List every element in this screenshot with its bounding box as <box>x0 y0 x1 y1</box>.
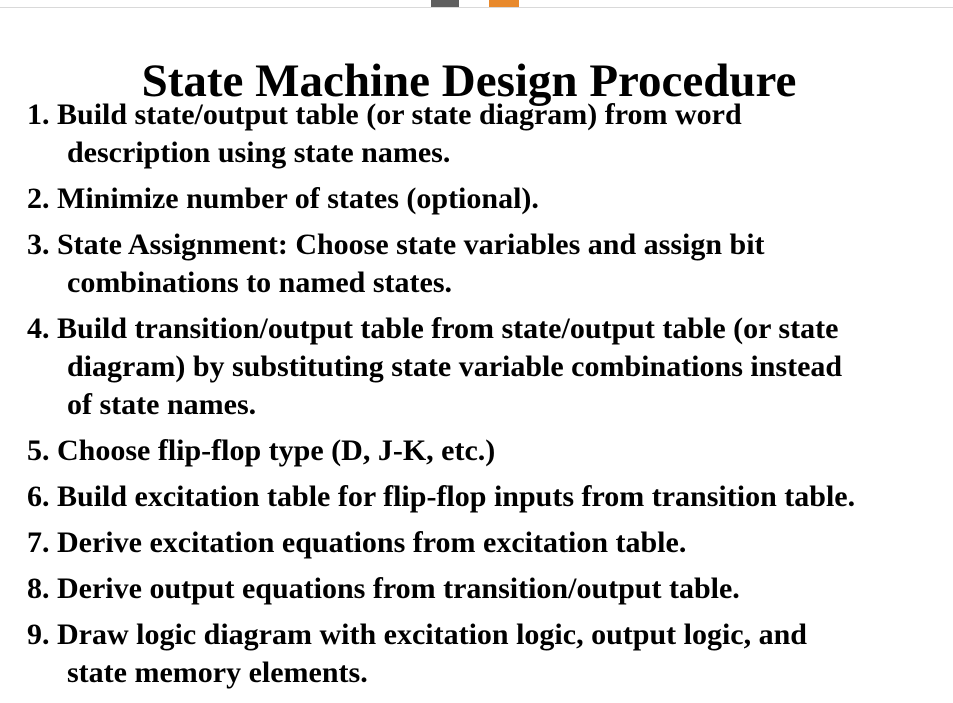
step-2-line-1: 2. Minimize number of states (optional). <box>27 182 539 215</box>
step-3-line-1: 3. State Assignment: Choose state variables and assign bit <box>27 228 765 261</box>
step-7 <box>27 524 937 562</box>
step-3-number: 3. <box>27 228 50 261</box>
step-3-line-2: combinations to named states. <box>67 266 453 299</box>
step-5-line-1: 5. Choose flip-flop type (D, J-K, etc.) <box>27 434 496 467</box>
top-divider <box>0 7 953 8</box>
step-8-line-1: 8. Derive output equations from transition/output table. <box>27 572 740 605</box>
step-8 <box>27 570 937 608</box>
step-9-line-1: 9. Draw logic diagram with excitation logic, output logic, and <box>27 618 807 651</box>
step-3 <box>27 226 937 302</box>
step-1 <box>27 96 937 172</box>
step-6-number: 6. <box>27 480 50 513</box>
step-9 <box>27 616 937 692</box>
step-6-line-1: 6. Build excitation table for flip-flop inputs from transition table. <box>27 480 856 513</box>
step-7-number: 7. <box>27 526 50 559</box>
step-2-number: 2. <box>27 182 50 215</box>
step-1-line-1: 1. Build state/output table (or state diagram) from word <box>27 98 742 131</box>
step-5-number: 5. <box>27 434 50 467</box>
step-2 <box>27 180 937 218</box>
step-9-number: 9. <box>27 618 50 651</box>
step-6 <box>27 478 937 516</box>
slide-title: State Machine Design Procedure <box>141 55 797 108</box>
step-1-number: 1. <box>27 98 50 131</box>
step-4-line-3: of state names. <box>67 388 257 421</box>
step-1-line-2: description using state names. <box>67 136 451 169</box>
step-4 <box>27 310 937 424</box>
step-8-number: 8. <box>27 572 50 605</box>
step-4-number: 4. <box>27 312 50 345</box>
procedure-steps-list <box>27 96 937 700</box>
step-7-line-1: 7. Derive excitation equations from excitation table. <box>27 526 687 559</box>
step-4-line-1: 4. Build transition/output table from state/output table (or state <box>27 312 839 345</box>
step-9-line-2: state memory elements. <box>67 656 368 689</box>
top-tab-orange <box>489 0 519 7</box>
step-5 <box>27 432 937 470</box>
step-4-line-2: diagram) by substituting state variable combinations instead <box>67 350 843 383</box>
top-tab-gray <box>431 0 459 7</box>
